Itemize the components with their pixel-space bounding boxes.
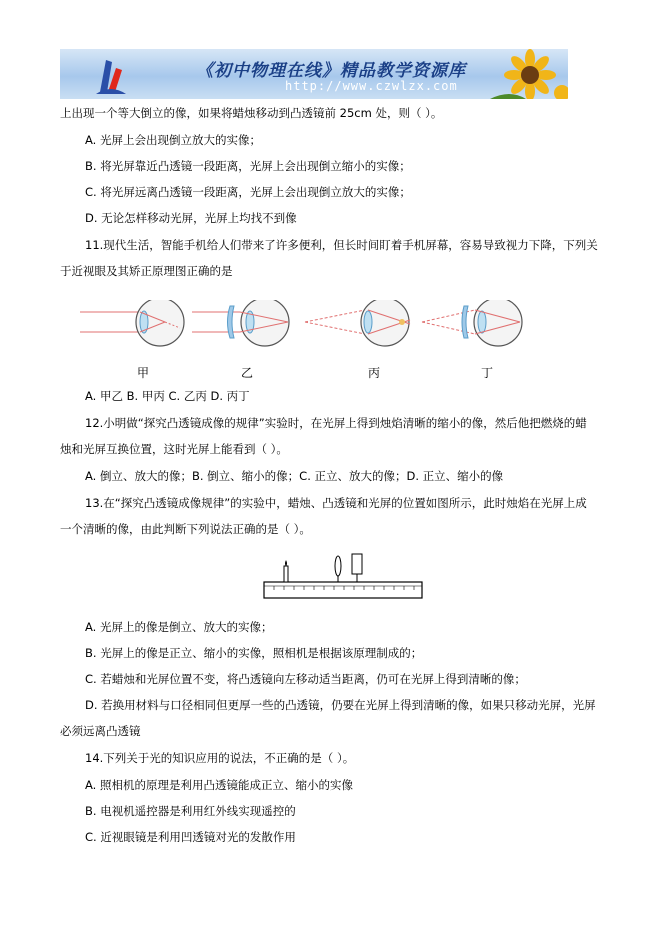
q13-option-d-cont: 必须远离凸透镜 <box>60 724 141 738</box>
site-logo-icon <box>94 54 128 96</box>
question-13-stem: 13.在“探究凸透镜成像规律”的实验中，蜡烛、凸透镜和光屏的位置如图所示，此时烛焰在光屏上成 <box>85 496 587 510</box>
q14-option-c: C. 近视眼镜是利用凹透镜对光的发散作用 <box>85 830 296 844</box>
optical-bench-diagram <box>262 548 424 606</box>
q10-option-d: D. 无论怎样移动光屏，光屏上均找不到像 <box>85 211 297 225</box>
q10-option-a: A. 光屏上会出现倒立放大的实像； <box>85 133 261 147</box>
q13-option-d: D. 若换用材料与口径相同但更厚一些的凸透镜，仍要在光屏上得到清晰的像，如果只移动光屏，光屏 <box>85 698 596 712</box>
q13-option-a: A. 光屏上的像是倒立、放大的实像； <box>85 620 273 634</box>
eye-diagram-bing <box>305 300 410 346</box>
q14-option-a: A. 照相机的原理是利用凸透镜能成正立、缩小的实像 <box>85 778 353 792</box>
question-11-stem-cont: 于近视眼及其矫正原理图正确的是 <box>60 264 233 278</box>
diagram-label-yi: 乙 <box>241 366 254 380</box>
eye-diagram-ding <box>422 300 522 346</box>
banner-url[interactable]: http://www.czwlzx.com <box>285 79 458 93</box>
q10-option-c: C. 将光屏远离凸透镜一段距离，光屏上会出现倒立放大的实像； <box>85 185 411 199</box>
diagram-label-jia: 甲 <box>137 366 150 380</box>
q11-options: A. 甲乙 B. 甲丙 C. 乙丙 D. 丙丁 <box>85 389 250 403</box>
question-13-stem-cont: 一个清晰的像，由此判断下列说法正确的是（ ）。 <box>60 522 311 536</box>
q12-options: A. 倒立、放大的像；B. 倒立、缩小的像；C. 正立、放大的像；D. 正立、缩小的像 <box>85 469 504 483</box>
diagram-label-bing: 丙 <box>368 366 381 380</box>
question-12-stem-cont: 烛和光屏互换位置，这时光屏上能看到（ ）。 <box>60 442 288 456</box>
candle-icon <box>284 560 288 582</box>
q13-option-b: B. 光屏上的像是正立、缩小的实像，照相机是根据该原理制成的； <box>85 646 423 660</box>
eye-diagrams <box>80 300 540 358</box>
question-11-stem: 11.现代生活，智能手机给人们带来了许多便利，但长时间盯着手机屏幕，容易导致视力下降，下列关 <box>85 238 598 252</box>
banner-title: 《初中物理在线》精品教学资源库 <box>196 61 466 81</box>
header-banner <box>60 49 568 99</box>
q13-option-c: C. 若蜡烛和光屏位置不变，将凸透镜向左移动适当距离，仍可在光屏上得到清晰的像； <box>85 672 526 686</box>
question-10-stem-end: 上出现一个等大倒立的像，如果将蜡烛移动到凸透镜前 25cm 处，则（ ）。 <box>60 106 443 120</box>
question-12-stem: 12.小明做“探究凸透镜成像的规律”实验时，在光屏上得到烛焰清晰的缩小的像，然后他把燃烧的蜡 <box>85 416 587 430</box>
diagram-label-ding: 丁 <box>481 366 494 380</box>
question-14-stem: 14.下列关于光的知识应用的说法，不正确的是（ ）。 <box>85 751 355 765</box>
eye-diagram-yi <box>192 300 289 346</box>
eye-diagram-jia <box>80 300 184 346</box>
q14-option-b: B. 电视机遥控器是利用红外线实现遥控的 <box>85 804 296 818</box>
sunflower-icon <box>490 49 568 99</box>
light-screen-icon <box>352 554 362 582</box>
convex-lens-icon <box>335 556 341 582</box>
q10-option-b: B. 将光屏靠近凸透镜一段距离，光屏上会出现倒立缩小的实像； <box>85 159 411 173</box>
